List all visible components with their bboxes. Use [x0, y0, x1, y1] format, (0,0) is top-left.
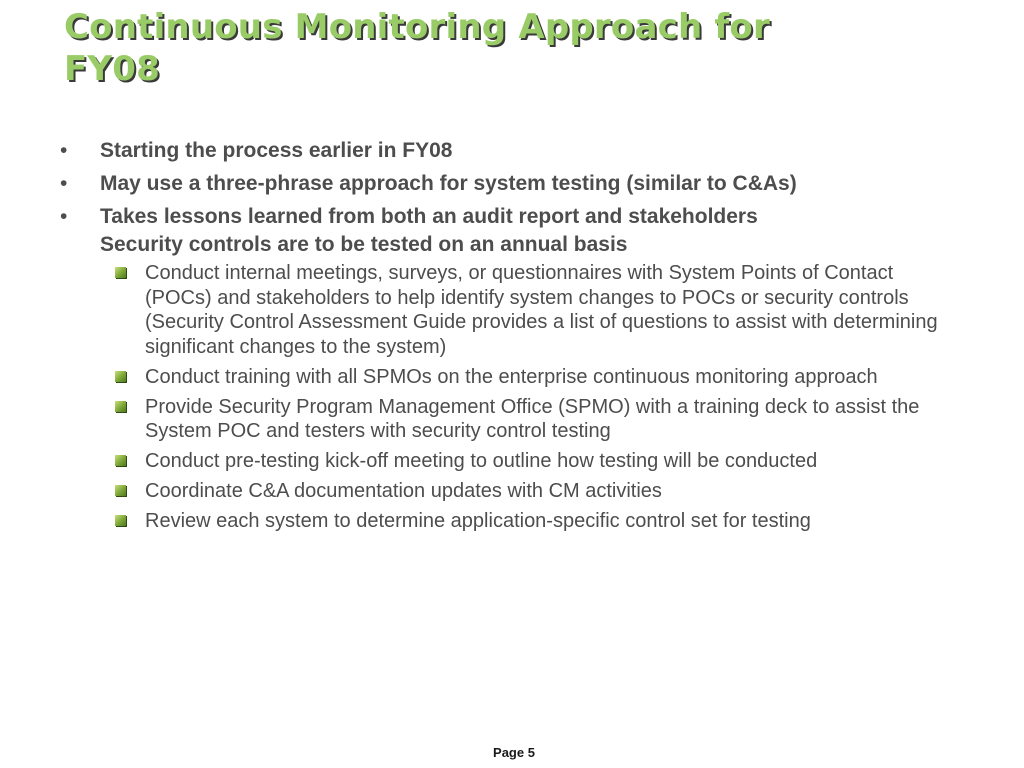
sub-bullet-item [60, 395, 955, 444]
sub-bullet-text: Coordinate C&A documentation updates with CM activities [145, 480, 662, 502]
green-square-bullet-icon [115, 455, 126, 466]
bullet-text: Takes lessons learned from both an audit report and stakeholders [100, 205, 758, 228]
slide-title [64, 6, 964, 90]
bullet-item [60, 170, 980, 198]
bullet-dot-icon: • [60, 139, 68, 162]
bullet-item [60, 137, 980, 165]
sub-bullet-item [60, 479, 955, 504]
bullet-text: Starting the process earlier in FY08 [100, 139, 453, 162]
sub-bullet-item [60, 365, 955, 390]
slide-title-line-2: FY08 [64, 49, 160, 89]
bullet-text: May use a three-phrase approach for system testing (similar to C&As) [100, 172, 797, 195]
page-number: Page 5 [493, 745, 535, 760]
sub-bullet-item [60, 449, 955, 474]
sub-bullet-item [60, 261, 955, 359]
bullet-dot-icon: • [60, 172, 68, 195]
green-square-bullet-icon [115, 371, 126, 382]
sub-bullet-text: Conduct pre-testing kick-off meeting to outline how testing will be conducted [145, 450, 818, 472]
sub-bullet-item [60, 509, 955, 534]
bullet-list [60, 137, 980, 539]
sub-bullet-text: Review each system to determine application-specific control set for testing [145, 510, 811, 532]
green-square-bullet-icon [115, 401, 126, 412]
slide-title-line-1: Continuous Monitoring Approach for [64, 7, 770, 47]
bullet-item [60, 203, 980, 534]
sub-bullet-text: Provide Security Program Management Office (SPMO) with a training deck to assist the System POC and testers with security control testing [145, 395, 920, 442]
green-square-bullet-icon [115, 485, 126, 496]
bullet-text: Security controls are to be tested on an annual basis [100, 233, 628, 256]
green-square-bullet-icon [115, 515, 126, 526]
bullet-dot-icon: • [60, 205, 68, 228]
sub-bullet-text: Conduct training with all SPMOs on the enterprise continuous monitoring approach [145, 365, 878, 388]
green-square-bullet-icon [115, 267, 126, 278]
sub-bullet-list [60, 261, 955, 534]
sub-bullet-text: Conduct internal meetings, surveys, or questionnaires with System Points of Contact (POCs) and stakeholders to help identify system changes to POCs or security controls (Security Control Assessment Guide provides a list of questions to assist with determining significant changes to the system) [145, 262, 938, 358]
